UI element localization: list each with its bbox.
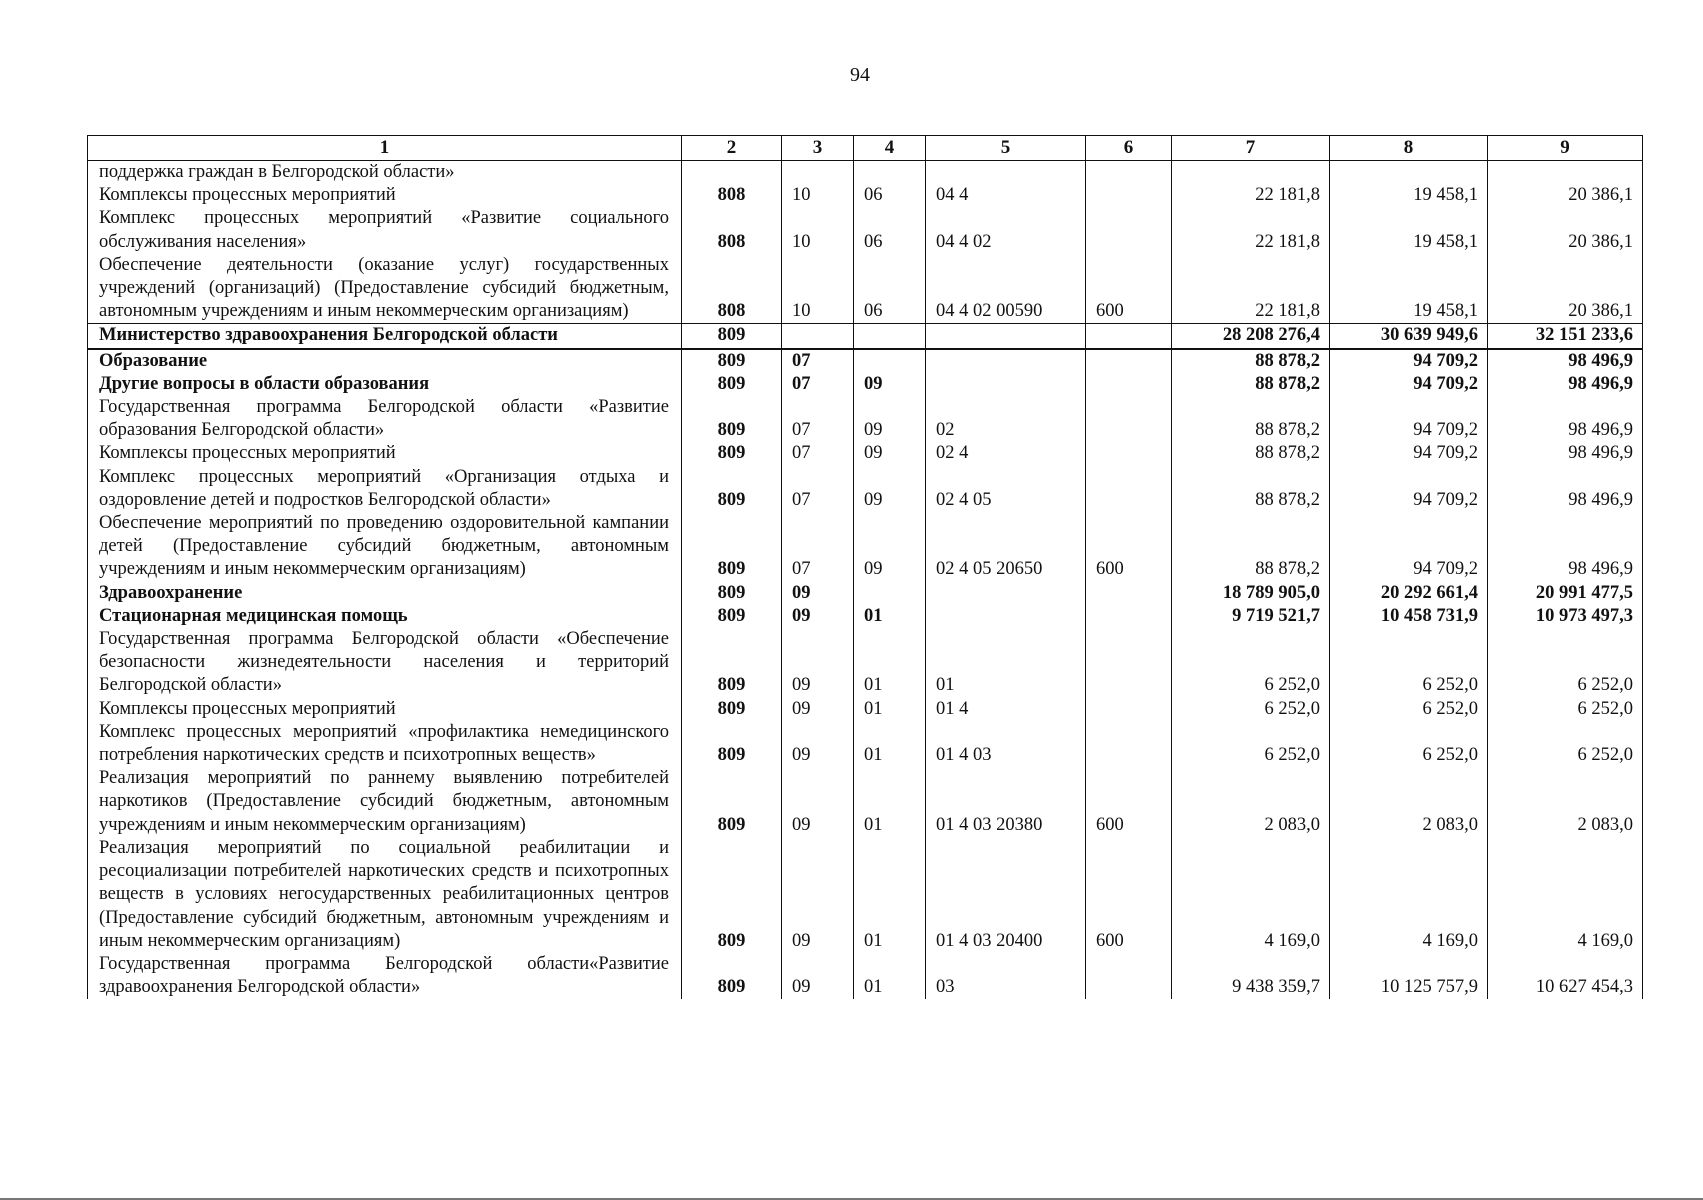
ministry-code-cell: 809 [682,396,782,442]
row-name-cell: Комплексы процессных мероприятий [88,184,682,207]
table-row [88,442,1643,465]
expense-type-cell [1086,207,1172,253]
ministry-code-cell: 809 [682,442,782,465]
amount-year3-cell: 10 973 497,3 [1488,605,1643,628]
subsection-cell: 09 [854,396,926,442]
table-row [88,254,1643,324]
row-name-cell: Комплексы процессных мероприятий [88,698,682,721]
ministry-code-cell: 809 [682,582,782,605]
amount-year3-cell: 6 252,0 [1488,721,1643,767]
table-row [88,698,1643,721]
subsection-cell: 01 [854,953,926,999]
row-name-cell: Реализация мероприятий по социальной реабилитации и ресоциализации потребителей наркотических средств и психотропных веществ в условиях негосударственных реабилитационных центров (Предоставление субсидий бюджетным, автономным учреждениям и иным некоммерческим организациям) [88,837,682,953]
expense-type-cell: 600 [1086,837,1172,953]
subsection-cell: 09 [854,512,926,582]
table-header [88,136,1643,161]
ministry-code-cell: 808 [682,207,782,253]
target-article-cell: 04 4 [926,184,1086,207]
amount-year3-cell: 6 252,0 [1488,698,1643,721]
expense-type-cell [1086,605,1172,628]
section-cell: 10 [782,184,854,207]
ministry-code-cell: 809 [682,837,782,953]
section-cell: 09 [782,605,854,628]
table-row [88,396,1643,442]
target-article-cell: 02 4 05 20650 [926,512,1086,582]
expense-type-cell: 600 [1086,254,1172,324]
subsection-cell: 09 [854,466,926,512]
section-cell: 09 [782,698,854,721]
column-header: 5 [926,136,1086,161]
amount-year1-cell: 28 208 276,4 [1172,324,1330,349]
section-cell [782,324,854,349]
ministry-code-cell: 808 [682,254,782,324]
amount-year3-cell: 20 991 477,5 [1488,582,1643,605]
section-cell: 09 [782,953,854,999]
target-article-cell: 01 4 03 20400 [926,837,1086,953]
expense-type-cell [1086,953,1172,999]
column-header: 7 [1172,136,1330,161]
expense-type-cell [1086,442,1172,465]
expense-type-cell: 600 [1086,512,1172,582]
section-cell [782,161,854,185]
amount-year1-cell: 22 181,8 [1172,207,1330,253]
target-article-cell: 01 [926,628,1086,698]
table-row [88,721,1643,767]
subsection-cell: 09 [854,442,926,465]
ministry-code-cell: 809 [682,721,782,767]
table-row [88,349,1643,373]
subsection-cell [854,582,926,605]
row-name-cell: Комплекс процессных мероприятий «Развитие социального обслуживания населения» [88,207,682,253]
row-name-cell: Комплекс процессных мероприятий «профилактика немедицинского потребления наркотических средств и психотропных веществ» [88,721,682,767]
row-name-cell: Комплексы процессных мероприятий [88,442,682,465]
ministry-code-cell: 809 [682,373,782,396]
target-article-cell: 02 4 05 [926,466,1086,512]
row-name-cell: Государственная программа Белгородской области «Обеспечение безопасности жизнедеятельности населения и территорий Белгородской области» [88,628,682,698]
section-cell: 09 [782,582,854,605]
amount-year1-cell: 4 169,0 [1172,837,1330,953]
amount-year2-cell: 20 292 661,4 [1330,582,1488,605]
amount-year2-cell: 6 252,0 [1330,698,1488,721]
section-cell: 09 [782,767,854,837]
amount-year1-cell: 2 083,0 [1172,767,1330,837]
target-article-cell: 04 4 02 00590 [926,254,1086,324]
amount-year2-cell: 94 709,2 [1330,466,1488,512]
amount-year3-cell [1488,161,1643,185]
expense-type-cell [1086,628,1172,698]
target-article-cell: 03 [926,953,1086,999]
amount-year3-cell: 98 496,9 [1488,512,1643,582]
amount-year3-cell: 98 496,9 [1488,466,1643,512]
amount-year3-cell: 10 627 454,3 [1488,953,1643,999]
amount-year2-cell: 19 458,1 [1330,184,1488,207]
amount-year1-cell: 6 252,0 [1172,721,1330,767]
expense-type-cell [1086,466,1172,512]
amount-year3-cell: 32 151 233,6 [1488,324,1643,349]
ministry-code-cell: 809 [682,953,782,999]
expense-type-cell [1086,349,1172,373]
amount-year1-cell: 22 181,8 [1172,184,1330,207]
target-article-cell [926,324,1086,349]
subsection-cell: 01 [854,837,926,953]
page-number: 94 [850,64,870,86]
subsection-cell: 06 [854,254,926,324]
subsection-cell [854,161,926,185]
section-cell: 09 [782,837,854,953]
amount-year1-cell: 6 252,0 [1172,698,1330,721]
section-cell: 07 [782,396,854,442]
subsection-cell [854,324,926,349]
ministry-code-cell: 809 [682,466,782,512]
amount-year2-cell: 19 458,1 [1330,254,1488,324]
table-row [88,582,1643,605]
amount-year1-cell: 22 181,8 [1172,254,1330,324]
ministry-code-cell: 809 [682,628,782,698]
expense-type-cell [1086,721,1172,767]
amount-year3-cell: 6 252,0 [1488,628,1643,698]
table-row [88,953,1643,999]
ministry-code-cell: 809 [682,324,782,349]
section-cell: 07 [782,373,854,396]
row-name-cell: Государственная программа Белгородской области«Развитие здравоохранения Белгородской области» [88,953,682,999]
column-header: 6 [1086,136,1172,161]
section-cell: 10 [782,207,854,253]
ministry-code-cell [682,161,782,185]
target-article-cell: 02 4 [926,442,1086,465]
subsection-cell: 01 [854,698,926,721]
table-row [88,837,1643,953]
ministry-code-cell: 809 [682,698,782,721]
amount-year3-cell: 20 386,1 [1488,254,1643,324]
table-row [88,324,1643,349]
amount-year2-cell: 19 458,1 [1330,207,1488,253]
target-article-cell: 02 [926,396,1086,442]
amount-year3-cell: 98 496,9 [1488,373,1643,396]
expense-type-cell [1086,582,1172,605]
section-cell: 10 [782,254,854,324]
amount-year1-cell: 18 789 905,0 [1172,582,1330,605]
amount-year1-cell: 88 878,2 [1172,349,1330,373]
row-name-cell: Образование [88,349,682,373]
target-article-cell: 01 4 03 [926,721,1086,767]
expense-type-cell [1086,184,1172,207]
section-cell: 09 [782,721,854,767]
amount-year2-cell: 6 252,0 [1330,721,1488,767]
amount-year2-cell: 94 709,2 [1330,373,1488,396]
amount-year3-cell: 20 386,1 [1488,184,1643,207]
target-article-cell [926,349,1086,373]
table-row [88,628,1643,698]
row-name-cell: Реализация мероприятий по раннему выявлению потребителей наркотиков (Предоставление субсидий бюджетным, автономным учреждениям и иным некоммерческим организациям) [88,767,682,837]
section-cell: 07 [782,442,854,465]
expense-type-cell [1086,373,1172,396]
target-article-cell [926,161,1086,185]
column-header: 2 [682,136,782,161]
expense-type-cell [1086,396,1172,442]
table-row [88,207,1643,253]
table-row [88,512,1643,582]
table-row [88,466,1643,512]
subsection-cell [854,349,926,373]
amount-year1-cell: 9 438 359,7 [1172,953,1330,999]
row-name-cell: Министерство здравоохранения Белгородской области [88,324,682,349]
amount-year2-cell: 10 458 731,9 [1330,605,1488,628]
table-row [88,184,1643,207]
row-name-cell: Здравоохранение [88,582,682,605]
amount-year3-cell: 98 496,9 [1488,442,1643,465]
subsection-cell: 01 [854,605,926,628]
subsection-cell: 01 [854,721,926,767]
amount-year2-cell: 6 252,0 [1330,628,1488,698]
amount-year2-cell: 94 709,2 [1330,442,1488,465]
amount-year3-cell: 98 496,9 [1488,396,1643,442]
ministry-code-cell: 808 [682,184,782,207]
amount-year2-cell: 94 709,2 [1330,512,1488,582]
amount-year1-cell: 6 252,0 [1172,628,1330,698]
column-header: 8 [1330,136,1488,161]
column-header: 1 [88,136,682,161]
amount-year3-cell: 98 496,9 [1488,349,1643,373]
subsection-cell: 09 [854,373,926,396]
subsection-cell: 01 [854,628,926,698]
row-name-cell: Государственная программа Белгородской области «Развитие образования Белгородской области» [88,396,682,442]
row-name-cell: Обеспечение мероприятий по проведению оздоровительной кампании детей (Предоставление субсидий бюджетным, автономным учреждениям и иным некоммерческим организациям) [88,512,682,582]
column-header: 4 [854,136,926,161]
ministry-code-cell: 809 [682,605,782,628]
amount-year3-cell: 4 169,0 [1488,837,1643,953]
row-name-cell: Комплекс процессных мероприятий «Организация отдыха и оздоровление детей и подростков Белгородской области» [88,466,682,512]
row-name-cell: Другие вопросы в области образования [88,373,682,396]
target-article-cell [926,582,1086,605]
section-cell: 09 [782,628,854,698]
column-header: 9 [1488,136,1643,161]
expense-type-cell [1086,324,1172,349]
amount-year3-cell: 20 386,1 [1488,207,1643,253]
ministry-code-cell: 809 [682,767,782,837]
section-cell: 07 [782,512,854,582]
amount-year2-cell: 4 169,0 [1330,837,1488,953]
amount-year2-cell: 2 083,0 [1330,767,1488,837]
row-name-cell: Стационарная медицинская помощь [88,605,682,628]
table-row [88,767,1643,837]
row-name-cell: Обеспечение деятельности (оказание услуг) государственных учреждений (организаций) (Предоставление субсидий бюджетным, автономным учреждениям и иным некоммерческим организациям) [88,254,682,324]
amount-year1-cell: 88 878,2 [1172,512,1330,582]
section-cell: 07 [782,349,854,373]
amount-year3-cell: 2 083,0 [1488,767,1643,837]
expense-type-cell [1086,698,1172,721]
ministry-code-cell: 809 [682,349,782,373]
section-cell: 07 [782,466,854,512]
amount-year1-cell: 9 719 521,7 [1172,605,1330,628]
amount-year2-cell: 94 709,2 [1330,396,1488,442]
amount-year2-cell: 10 125 757,9 [1330,953,1488,999]
amount-year1-cell [1172,161,1330,185]
table-row [88,161,1643,185]
budget-table [87,135,1643,999]
column-header: 3 [782,136,854,161]
amount-year2-cell [1330,161,1488,185]
amount-year2-cell: 30 639 949,6 [1330,324,1488,349]
subsection-cell: 06 [854,207,926,253]
table-row [88,605,1643,628]
subsection-cell: 06 [854,184,926,207]
row-name-cell: поддержка граждан в Белгородской области» [88,161,682,185]
amount-year1-cell: 88 878,2 [1172,373,1330,396]
table-row [88,373,1643,396]
amount-year1-cell: 88 878,2 [1172,442,1330,465]
header-row [88,136,1643,161]
amount-year2-cell: 94 709,2 [1330,349,1488,373]
target-article-cell: 04 4 02 [926,207,1086,253]
ministry-code-cell: 809 [682,512,782,582]
table-body [88,161,1643,1000]
amount-year1-cell: 88 878,2 [1172,466,1330,512]
subsection-cell: 01 [854,767,926,837]
expense-type-cell [1086,161,1172,185]
target-article-cell: 01 4 03 20380 [926,767,1086,837]
expense-type-cell: 600 [1086,767,1172,837]
amount-year1-cell: 88 878,2 [1172,396,1330,442]
target-article-cell [926,373,1086,396]
target-article-cell: 01 4 [926,698,1086,721]
target-article-cell [926,605,1086,628]
